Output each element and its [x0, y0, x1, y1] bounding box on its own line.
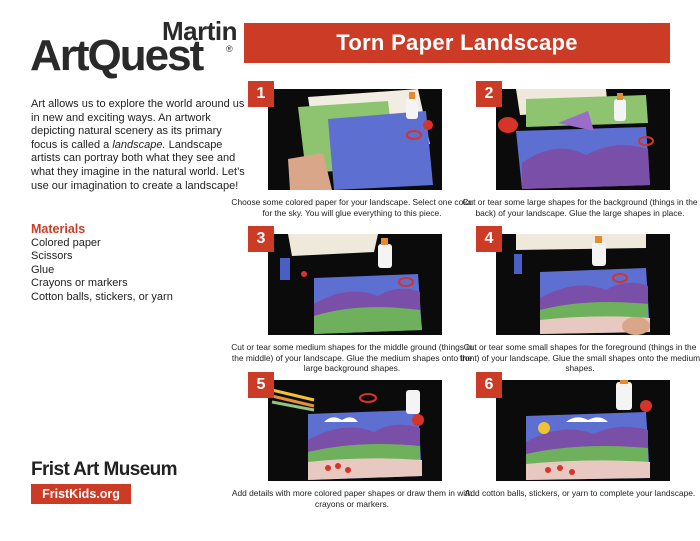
- step-number: 1: [248, 81, 274, 107]
- step-caption: Add cotton balls, stickers, or yarn to complete your landscape.: [464, 488, 696, 498]
- step-number: 6: [476, 372, 502, 398]
- step-caption: Cut or tear some small shapes for the foreground (things in the front) of your landscape. Glue the small shapes onto the medium shapes.: [459, 342, 700, 373]
- material-item: Scissors: [31, 250, 73, 263]
- page-title: Torn Paper Landscape: [336, 30, 578, 55]
- step-3-photo: [268, 234, 442, 335]
- materials-list: [31, 237, 173, 304]
- step-4-photo: [496, 234, 670, 335]
- intro-italic-term: landscape.: [112, 138, 166, 151]
- title-banner: [244, 23, 670, 63]
- step-1-photo: [268, 89, 442, 190]
- intro-text-2: Landscape artists can portray both what they see and what they imagine in the natural world. Let’s use our imagination to create a landscape!: [31, 138, 245, 192]
- material-item: Crayons or markers: [31, 277, 128, 290]
- step-4-illustration: [496, 234, 670, 335]
- step-caption: Cut or tear some large shapes for the background (things in the back) of your landscape. Glue the large shapes in place.: [462, 197, 698, 218]
- step-number: 4: [476, 226, 502, 252]
- step-3-illustration: [268, 234, 442, 335]
- fristkids-link[interactable]: FristKids.org: [31, 484, 131, 504]
- material-item: Glue: [31, 263, 55, 276]
- martin-artquest-logo: [30, 16, 237, 80]
- logo-martin-text: Martin: [162, 16, 237, 46]
- step-number: 3: [248, 226, 274, 252]
- step-caption: Cut or tear some medium shapes for the middle ground (things in the middle) of your landscape. Glue the medium shapes onto the large background shapes.: [231, 342, 473, 373]
- step-6-illustration: [496, 380, 670, 481]
- step-2-illustration: [496, 89, 670, 190]
- materials-heading: Materials: [31, 222, 86, 236]
- registered-mark: ®: [226, 44, 233, 54]
- intro-text-1: Art allows us to explore the world around us in new and exciting ways. An artwork depicting natural scenery as its primary focus is called a: [31, 98, 245, 151]
- step-1-illustration: [268, 89, 442, 190]
- material-item: Cotton balls, stickers, or yarn: [31, 290, 173, 303]
- logo-artquest-text: ArtQuest: [30, 31, 203, 80]
- intro-paragraph: [31, 98, 245, 193]
- step-number: 2: [476, 81, 502, 107]
- step-caption: Add details with more colored paper shapes or draw them in with crayons or markers.: [231, 488, 473, 509]
- step-5-photo: [268, 380, 442, 481]
- step-5-illustration: [268, 380, 442, 481]
- step-caption: Choose some colored paper for your landscape. Select one color for the sky. You will glue everything to this piece.: [231, 197, 473, 218]
- material-item: Colored paper: [31, 237, 101, 249]
- frist-art-museum-logo: Frist Art Museum: [31, 459, 177, 480]
- step-number: 5: [248, 372, 274, 398]
- step-2-photo: [496, 89, 670, 190]
- step-6-photo: [496, 380, 670, 481]
